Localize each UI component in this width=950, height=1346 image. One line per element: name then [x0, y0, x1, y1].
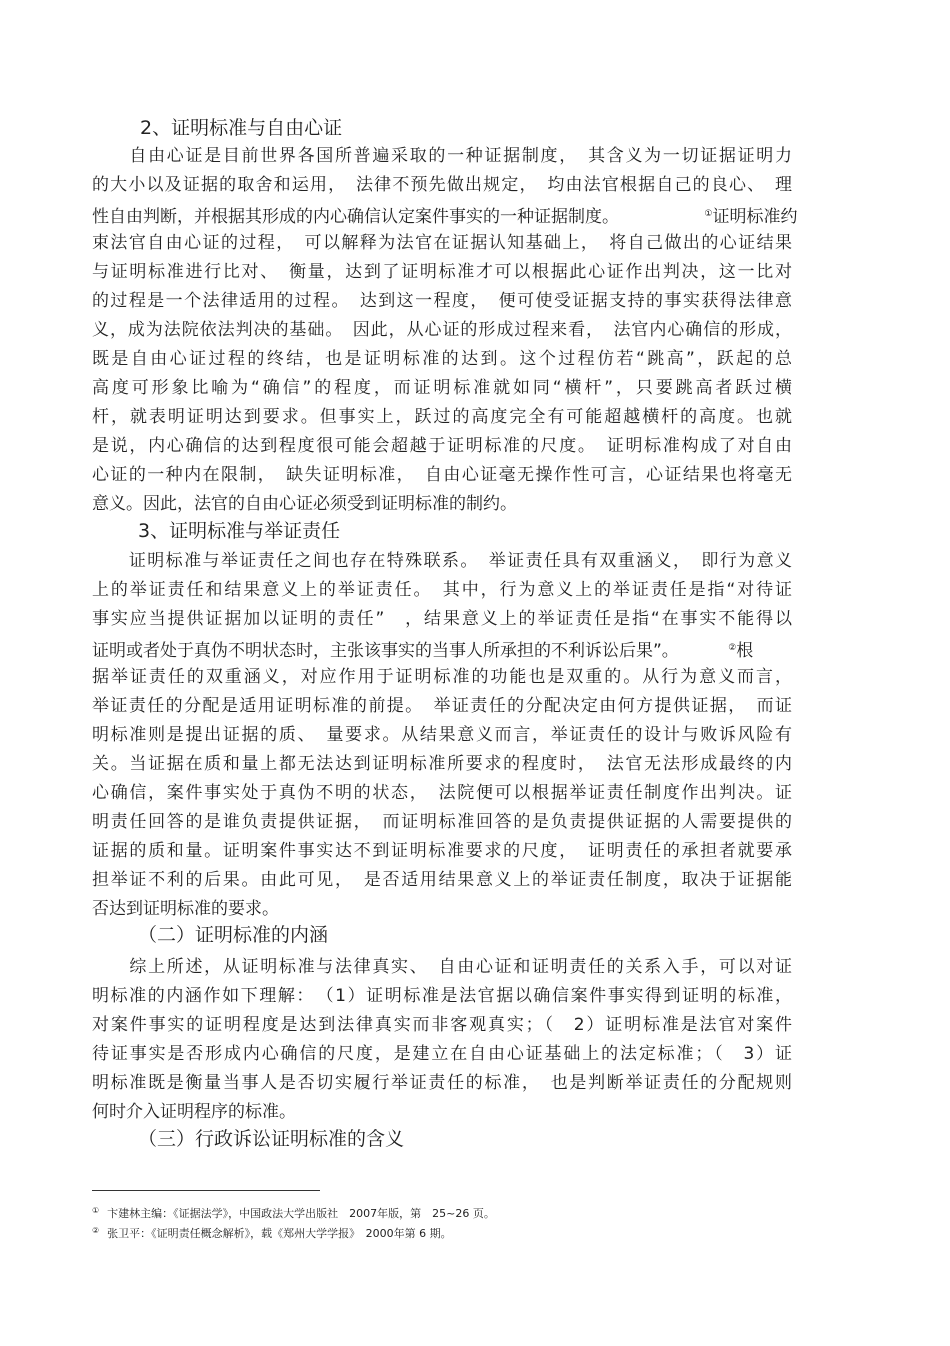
- section-heading-three: （三）行政诉讼证明标准的含义: [138, 1128, 405, 1150]
- paragraph-line: 明标准则是提出证据的质、 量要求。从结果意义而言，举证责任的设计与败诉风险有: [92, 725, 792, 745]
- paragraph-line: 举证责任的分配是适用证明标准的前提。 举证责任的分配决定由何方提供证据， 而证: [92, 696, 792, 716]
- paragraph-line: 义，成为法院依法判决的基础。 因此，从心证的形成过程来看， 法官内心确信的形成，: [92, 320, 792, 340]
- paragraph-line: [92, 202, 798, 229]
- paragraph-line: 担举证不利的后果。由此可见， 是否适用结果意义上的举证责任制度，取决于证据能: [92, 870, 792, 890]
- footnote-2: [92, 1223, 452, 1242]
- section-heading-2: 2、证明标准与自由心证: [140, 117, 343, 139]
- paragraph-line: 是说，内心确信的达到程度很可能会超越于证明标准的尺度。 证明标准构成了对自由: [92, 436, 792, 456]
- footnote-mark: ①: [92, 1206, 100, 1215]
- footnote-text: 卞建林主编：《证据法学》，中国政法大学出版社 2007年版，第 25~26 页。: [107, 1207, 495, 1220]
- paragraph-line: 杆，就表明证明达到要求。但事实上，跃过的高度完全有可能超越横杆的高度。也就: [92, 407, 792, 427]
- paragraph-line: 心确信，案件事实处于真伪不明的状态， 法院便可以根据举证责任制度作出判决。证: [92, 783, 792, 803]
- paragraph-line: 心证的一种内在限制， 缺失证明标准， 自由心证毫无操作性可言，心证结果也将毫无: [92, 465, 792, 485]
- paragraph-line: 证明标准与举证责任之间也存在特殊联系。 举证责任具有双重涵义， 即行为意义: [92, 551, 792, 571]
- paragraph-line: [92, 636, 792, 663]
- paragraph-line: 否达到证明标准的要求。: [92, 899, 279, 919]
- paragraph-line: 与证明标准进行比对、 衡量，达到了证明标准才可以根据此心证作出判决，这一比对: [92, 262, 792, 282]
- line-text: 证明或者处于真伪不明状态时，主张该事实的当事人所承担的不利诉讼后果”。: [92, 641, 679, 661]
- paragraph-line: 待证事实是否形成内心确信的尺度，是建立在自由心证基础上的法定标准；（ 3）证: [92, 1044, 792, 1064]
- paragraph-line: 的大小以及证据的取舍和运用， 法律不预先做出规定， 均由法官根据自己的良心、 理: [92, 175, 792, 195]
- paragraph-line: 事实应当提供证据加以证明的责任” ，结果意义上的举证责任是指“在事实不能得以: [92, 609, 792, 629]
- paragraph-line: 束法官自由心证的过程， 可以解释为法官在证据认知基础上， 将自己做出的心证结果: [92, 233, 792, 253]
- paragraph-line: 综上所述，从证明标准与法律真实、 自由心证和证明责任的关系入手，可以对证: [92, 957, 792, 977]
- paragraph-line: 自由心证是目前世界各国所普遍采取的一种证据制度， 其含义为一切证据证明力: [92, 146, 792, 166]
- paragraph-line: 既是自由心证过程的终结，也是证明标准的达到。这个过程仿若“跳高”，跃起的总: [92, 349, 792, 369]
- footnote-separator: [92, 1190, 320, 1191]
- paragraph-line: 证据的质和量。证明案件事实达不到证明标准要求的尺度， 证明责任的承担者就要承: [92, 841, 792, 861]
- line-text: 性自由判断，并根据其形成的内心确信认定案件事实的一种证据制度。: [92, 207, 619, 227]
- paragraph-line: 明责任回答的是谁负责提供证据， 而证明标准回答的是负责提供证据的人需要提供的: [92, 812, 792, 832]
- paragraph-line: 意义。因此，法官的自由心证必须受到证明标准的制约。: [92, 494, 517, 514]
- footnote-1: [92, 1203, 495, 1222]
- footnote-text: 张卫平：《证明责任概念解析》，载《郑州大学学报》 2000年第 6 期。: [107, 1227, 452, 1240]
- section-heading-two: （二）证明标准的内涵: [138, 924, 329, 946]
- footnote-ref-1[interactable]: ①: [704, 209, 713, 219]
- paragraph-line: 据举证责任的双重涵义，对应作用于证明标准的功能也是双重的。从行为意义而言，: [92, 667, 792, 687]
- line-text: 根: [736, 641, 754, 661]
- paragraph-line: 关。当证据在质和量上都无法达到证明标准所要求的程度时， 法官无法形成最终的内: [92, 754, 792, 774]
- paragraph-line: 何时介入证明程序的标准。: [92, 1102, 296, 1122]
- section-heading-3: 3、证明标准与举证责任: [138, 520, 341, 542]
- footnote-ref-2[interactable]: ②: [728, 643, 737, 653]
- paragraph-line: 的过程是一个法律适用的过程。 达到这一程度， 便可使受证据支持的事实获得法律意: [92, 291, 792, 311]
- paragraph-line: 明标准的内涵作如下理解： （1）证明标准是法官据以确信案件事实得到证明的标准，: [92, 986, 792, 1006]
- paragraph-line: 高度可形象比喻为“确信”的程度，而证明标准就如同“横杆”，只要跳高者跃过横: [92, 378, 792, 398]
- footnote-mark: ②: [92, 1226, 100, 1235]
- paragraph-line: 上的举证责任和结果意义上的举证责任。 其中，行为意义上的举证责任是指“对待证: [92, 580, 792, 600]
- line-text: 证明标准约: [712, 207, 798, 227]
- paragraph-line: 对案件事实的证明程度是达到法律真实而非客观真实；（ 2）证明标准是法官对案件: [92, 1015, 792, 1035]
- paragraph-line: 明标准既是衡量当事人是否切实履行举证责任的标准， 也是判断举证责任的分配规则: [92, 1073, 792, 1093]
